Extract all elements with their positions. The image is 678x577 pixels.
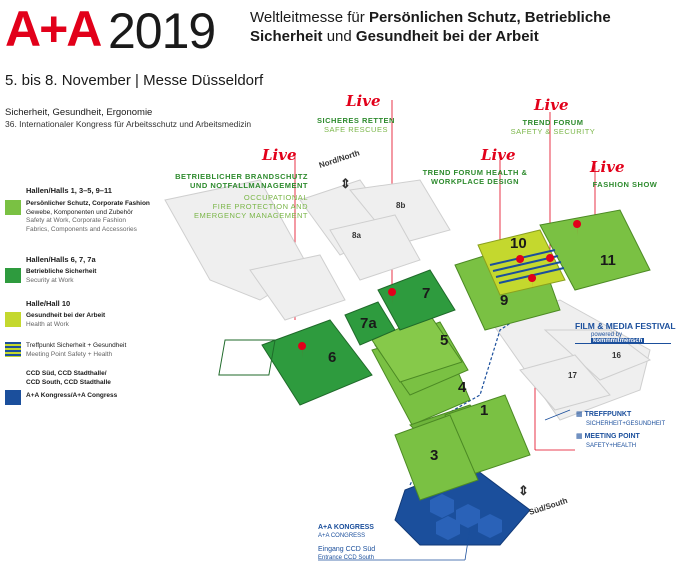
legend-heading: Halle/Hall 10	[26, 299, 71, 308]
live-badge: Live	[534, 96, 569, 114]
legend-line: Fabrics, Components and Accessories	[26, 225, 137, 233]
stage-fashion-show	[585, 180, 665, 189]
legend-line: Betriebliche Sicherheit	[26, 268, 97, 275]
legend-line: Health at Work	[26, 320, 69, 328]
stage-title-de: FASHION SHOW	[592, 180, 658, 189]
headline-bold-2: Gesundheit bei der Arbeit	[355, 28, 539, 45]
legend-line: Meeting Point Safety + Health	[26, 350, 113, 358]
hall-label-8b: 8b	[396, 201, 406, 210]
entrance-callout	[318, 545, 375, 563]
treffpunkt-subtitle: SICHERHEIT+GESUNDHEIT	[586, 421, 666, 427]
stage-title-en: SAFE RESCUES	[324, 125, 388, 134]
stage-title-de: BETRIEBLICHER BRANDSCHUTZ	[175, 172, 308, 181]
stage-health-forum	[405, 168, 545, 186]
hall-label-16: 16	[612, 351, 621, 360]
hall-number-5: 5	[440, 332, 449, 349]
film-media-festival-powered	[591, 332, 671, 344]
live-badge: Live	[481, 146, 516, 164]
entrance-de: Eingang CCD Süd	[318, 546, 376, 553]
stage-title-de: TREND FORUM	[522, 118, 584, 127]
live-badge: Live	[346, 92, 381, 110]
stage-title-en: EMERGENCY MANAGEMENT	[193, 211, 308, 220]
stage-title-en: OCCUPATIONAL	[243, 193, 308, 202]
legend-line: Persönlicher Schutz, Corporate Fashion	[26, 200, 150, 207]
stage-title-de: SICHERES RETTEN	[317, 116, 395, 125]
treffpunkt-title: TREFFPUNKT	[584, 411, 632, 418]
hall-number-11: 11	[600, 252, 616, 269]
hall-number-7a: 7a	[360, 315, 377, 332]
south-arrow-icon: ⇕	[518, 483, 529, 498]
hall-number-4: 4	[458, 379, 467, 396]
stage-title-de: UND NOTFALLMANAGEMENT	[190, 181, 308, 190]
hall-label-17: 17	[568, 371, 577, 380]
legend-line: Gewebe, Komponenten und Zubehör	[26, 208, 133, 216]
powered-by-text: powered by	[591, 332, 623, 338]
hall-number-6: 6	[328, 349, 337, 366]
stage-title-de: WORKPLACE DESIGN	[430, 177, 519, 186]
stage-brandschutz	[168, 172, 308, 220]
treffpunkt-callout	[576, 410, 665, 429]
film-media-festival-title: FILM & MEDIA FESTIVAL	[575, 321, 676, 331]
meeting-point-title: MEETING POINT	[584, 433, 640, 440]
legend-line: Treffpunkt Sicherheit + Gesundheit	[26, 342, 127, 349]
legend-line: CCD Süd, CCD Stadthalle/	[26, 370, 107, 377]
treffpunkt-icon: ▦	[576, 411, 585, 418]
congress-subtitle: 36. Internationaler Kongress für Arbeitsschutz und Arbeitsmedizin	[5, 119, 252, 129]
meeting-point-icon: ▦	[576, 433, 585, 440]
hall-number-9: 9	[500, 292, 509, 309]
kongress-callout	[318, 523, 374, 541]
legend-line: Safety at Work, Corporate Fashion	[26, 217, 126, 224]
aa-logo: A+A	[5, 1, 101, 57]
legend-line: A+A Kongress/A+A Congress	[26, 392, 118, 399]
headline-prefix: Weltleitmesse für	[250, 9, 369, 26]
headline-and: und	[322, 28, 356, 45]
legend-line: Security at Work	[26, 276, 74, 284]
stage-sicheres-retten	[296, 116, 416, 134]
hall-number-7: 7	[422, 285, 431, 302]
hall-number-3: 3	[430, 447, 439, 464]
live-badge: Live	[590, 158, 625, 176]
live-badge: Live	[262, 146, 297, 164]
stage-trend-forum	[478, 118, 628, 136]
south-label: Süd/South	[527, 495, 569, 517]
stage-title-de: TREND FORUM HEALTH &	[422, 168, 528, 177]
legend-heading: Hallen/Halls 6, 7, 7a	[26, 255, 96, 264]
hall-label-8a: 8a	[352, 231, 361, 240]
hall-number-1: 1	[480, 402, 489, 419]
meeting-point-callout	[576, 432, 640, 451]
north-label: Nord/North	[317, 148, 361, 170]
stage-title-en: SAFETY & SECURITY	[510, 127, 596, 136]
congress-title: Sicherheit, Gesundheit, Ergonomie	[5, 107, 153, 118]
event-dateline: 5. bis 8. November | Messe Düsseldorf	[5, 72, 264, 89]
entrance-en: Entrance CCD South	[318, 555, 375, 561]
headline-bold-1: Persönlichen Schutz, Betriebliche	[368, 9, 611, 26]
legend-line: Gesundheit bei der Arbeit	[26, 312, 106, 319]
hall-number-10: 10	[510, 235, 527, 252]
meeting-point-subtitle: SAFETY+HEALTH	[586, 443, 637, 449]
kommmitmensch-logo: kommmitmensch	[593, 338, 643, 344]
legend-line: CCD South, CCD Stadthalle	[26, 378, 111, 386]
headline-mid: Sicherheit	[250, 28, 323, 45]
kongress-title-de: A+A KONGRESS	[318, 524, 374, 531]
kongress-title-en: A+A CONGRESS	[318, 533, 366, 539]
film-media-festival-callout	[575, 321, 676, 344]
stage-title-en: FIRE PROTECTION AND	[212, 202, 308, 211]
legend-heading: Hallen/Halls 1, 3–5, 9–11	[26, 186, 112, 195]
north-arrow-icon: ⇕	[340, 176, 351, 191]
event-year: 2019	[108, 3, 216, 59]
